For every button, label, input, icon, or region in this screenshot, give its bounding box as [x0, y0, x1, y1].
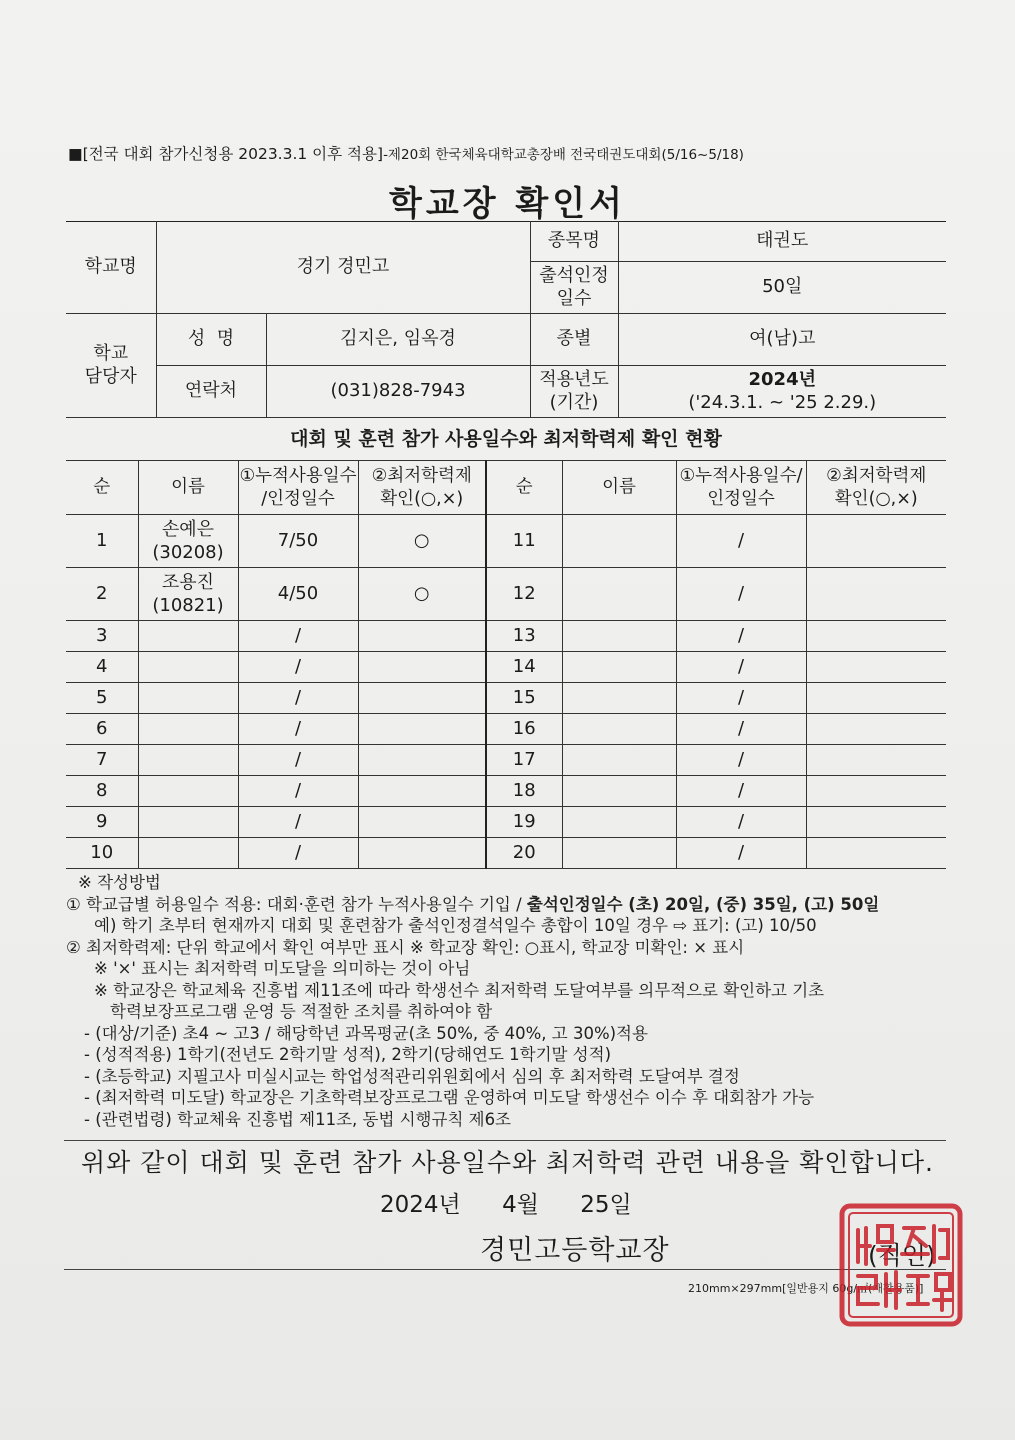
- note-1: [66, 894, 951, 916]
- table-row: [66, 807, 946, 838]
- row-check-right: [806, 683, 946, 714]
- row-days-left: /: [238, 745, 358, 776]
- table-row: [66, 714, 946, 745]
- school-info-table: [66, 221, 946, 418]
- row-check-left: ○: [358, 515, 486, 568]
- row-check-left: [358, 621, 486, 652]
- row-no-left: 2: [66, 568, 138, 621]
- table-row: [66, 515, 946, 568]
- row-days-right: /: [676, 683, 806, 714]
- header-name-right: 이름: [562, 461, 676, 515]
- note-2-b2: 학력보장프로그램 운영 등 적절한 조치를 취하여야 함: [110, 1002, 493, 1021]
- table-row: [66, 652, 946, 683]
- table-row: [66, 776, 946, 807]
- sport-value: 태권도: [618, 222, 946, 262]
- name-label: 성 명: [156, 314, 266, 366]
- row-days-right: /: [676, 714, 806, 745]
- contact-group-label: 학교 담당자: [66, 314, 156, 418]
- row-name-left: 조용진 (10821): [138, 568, 238, 621]
- divider: [64, 1140, 946, 1141]
- row-days-right: /: [676, 838, 806, 869]
- row-name-right: [562, 683, 676, 714]
- header-check-left: ②최저학력제 확인(○,×): [358, 461, 486, 515]
- sport-label: 종목명: [530, 222, 618, 262]
- table-row: [66, 838, 946, 869]
- phone-label: 연락처: [156, 366, 266, 418]
- row-name-right: [562, 621, 676, 652]
- instructions: [66, 872, 951, 1130]
- period-value: ('24.3.1. ~ '25 2.29.): [688, 391, 877, 413]
- issue-date: [380, 1186, 666, 1219]
- row-no-left: 6: [66, 714, 138, 745]
- header-check-right: ②최저학력제 확인(○,×): [806, 461, 946, 515]
- note-1-bold: 출석인정일수 (초) 20일, (중) 35일, (고) 50일: [526, 894, 880, 914]
- header-name-left: 이름: [138, 461, 238, 515]
- row-days-left: /: [238, 776, 358, 807]
- note-2-b1: ※ 학교장은 학교체육 진흥법 제11조에 따라 학생선수 최저학력 도달여부를 의무적으로 확인하고 기초: [94, 980, 825, 1000]
- row-name-left: [138, 621, 238, 652]
- row-no-right: 20: [486, 838, 562, 869]
- row-name-left: [138, 745, 238, 776]
- row-no-left: 3: [66, 621, 138, 652]
- row-name-left: [138, 714, 238, 745]
- row-no-left: 9: [66, 807, 138, 838]
- seal-glyphs: [858, 1226, 952, 1310]
- row-check-right: [806, 745, 946, 776]
- row-no-right: 14: [486, 652, 562, 683]
- principal-title: 경민고등학교장: [480, 1235, 670, 1266]
- row-name-right: [562, 838, 676, 869]
- gender-label: 종별: [530, 314, 618, 366]
- roster-table: [66, 460, 946, 869]
- row-no-right: 17: [486, 745, 562, 776]
- header-days-right: ①누적사용일수/ 인정일수: [676, 461, 806, 515]
- form-category: ■[전국 대회 참가신청용 2023.3.1 이후 적용]: [68, 145, 384, 163]
- official-seal: [836, 1200, 966, 1330]
- row-days-left: /: [238, 652, 358, 683]
- row-check-right: [806, 515, 946, 568]
- row-no-left: 10: [66, 838, 138, 869]
- row-check-left: [358, 652, 486, 683]
- detail-5: - (관련법령) 학교체육 진흥법 제11조, 동법 시행규칙 제6조: [84, 1109, 511, 1129]
- row-name-left: [138, 776, 238, 807]
- row-days-right: /: [676, 568, 806, 621]
- row-name-right: [562, 745, 676, 776]
- row-check-right: [806, 807, 946, 838]
- row-no-right: 13: [486, 621, 562, 652]
- row-check-left: [358, 714, 486, 745]
- table-row: [66, 621, 946, 652]
- row-days-left: /: [238, 714, 358, 745]
- row-name-left: [138, 807, 238, 838]
- phone-value: (031)828-7943: [266, 366, 530, 418]
- row-name-right: [562, 515, 676, 568]
- row-name-left: [138, 838, 238, 869]
- note-2: ② 최저학력제: 단위 학교에서 확인 여부만 표시 ※ 학교장 확인: ○표시, 학교장 미확인: × 표시: [66, 937, 745, 957]
- row-check-left: [358, 776, 486, 807]
- row-no-right: 19: [486, 807, 562, 838]
- name-value: 김지은, 임옥경: [266, 314, 530, 366]
- row-no-left: 4: [66, 652, 138, 683]
- seal-label: (직인): [868, 1241, 936, 1270]
- date-day: 25일: [580, 1192, 632, 1218]
- event-name: -제20회 한국체육대학교총장배 전국태권도대회(5/16~5/18): [383, 147, 744, 163]
- note-1-text: ① 학교급별 허용일수 적용: 대회·훈련 참가 누적사용일수 기입 /: [66, 894, 527, 914]
- row-days-right: /: [676, 745, 806, 776]
- header-no-right: 순: [486, 461, 562, 515]
- detail-4: - (최저학력 미도달) 학교장은 기초학력보장프로그램 운영하여 미도달 학생선수 이수 후 대회참가 가능: [84, 1088, 815, 1107]
- row-days-left: 4/50: [238, 568, 358, 621]
- row-check-right: [806, 652, 946, 683]
- gender-value: 여(남)고: [618, 314, 946, 366]
- detail-1: - (대상/기준) 초4 ~ 고3 / 해당학년 과목평균(초 50%, 중 40%, 고 30%)적용: [84, 1023, 648, 1043]
- row-days-right: /: [676, 515, 806, 568]
- row-no-right: 15: [486, 683, 562, 714]
- row-check-left: [358, 807, 486, 838]
- row-name-right: [562, 807, 676, 838]
- section-title: 대회 및 훈련 참가 사용일수와 최저학력제 확인 현황: [66, 417, 946, 461]
- row-check-left: [358, 838, 486, 869]
- row-no-right: 12: [486, 568, 562, 621]
- school-label: 학교명: [66, 222, 156, 314]
- row-days-left: 7/50: [238, 515, 358, 568]
- footer-divider: [64, 1269, 946, 1270]
- row-check-right: [806, 714, 946, 745]
- row-check-left: [358, 745, 486, 776]
- row-no-left: 5: [66, 683, 138, 714]
- row-days-left: /: [238, 807, 358, 838]
- row-check-right: [806, 776, 946, 807]
- note-1-example: 예) 학기 초부터 현재까지 대회 및 훈련참가 출석인정결석일수 총합이 10일 경우 ⇨ 표기: (고) 10/50: [94, 916, 817, 935]
- row-days-right: /: [676, 621, 806, 652]
- confirmation-statement: 위와 같이 대회 및 훈련 참가 사용일수와 최저학력 관련 내용을 확인합니다.: [81, 1148, 934, 1177]
- row-days-left: /: [238, 838, 358, 869]
- row-check-right: [806, 568, 946, 621]
- year-label: 적용년도 (기간): [530, 366, 618, 418]
- row-name-left: 손예은 (30208): [138, 515, 238, 568]
- table-row: [66, 568, 946, 621]
- row-check-right: [806, 621, 946, 652]
- row-check-right: [806, 838, 946, 869]
- row-no-right: 18: [486, 776, 562, 807]
- row-days-left: /: [238, 621, 358, 652]
- row-name-left: [138, 683, 238, 714]
- row-name-right: [562, 714, 676, 745]
- year-value: 2024년: [748, 369, 816, 390]
- row-check-left: ○: [358, 568, 486, 621]
- row-name-left: [138, 652, 238, 683]
- row-days-right: /: [676, 807, 806, 838]
- row-days-left: /: [238, 683, 358, 714]
- row-no-left: 1: [66, 515, 138, 568]
- note-2-a: ※ '×' 표시는 최저학력 미도달을 의미하는 것이 아님: [94, 959, 471, 978]
- table-row: [66, 683, 946, 714]
- header-no-left: 순: [66, 461, 138, 515]
- date-year: 2024년: [380, 1192, 461, 1218]
- row-days-right: /: [676, 652, 806, 683]
- roster-body: [66, 515, 946, 869]
- school-value: 경기 경민고: [156, 222, 530, 314]
- attendance-label: 출석인정 일수: [530, 262, 618, 314]
- row-check-left: [358, 683, 486, 714]
- document-title: 학교장 확인서: [389, 184, 626, 224]
- detail-2: - (성적적용) 1학기(전년도 2학기말 성적), 2학기(당해연도 1학기말 성적): [84, 1045, 612, 1064]
- row-no-right: 16: [486, 714, 562, 745]
- notes-heading: ※ 작성방법: [78, 873, 161, 892]
- row-days-right: /: [676, 776, 806, 807]
- detail-3: - (초등학교) 지필고사 미실시교는 학업성적관리위원회에서 심의 후 최저학력 도달여부 결정: [84, 1066, 740, 1086]
- attendance-value: 50일: [618, 262, 946, 314]
- header-days-left: ①누적사용일수 /인정일수: [238, 461, 358, 515]
- row-name-right: [562, 568, 676, 621]
- row-no-left: 8: [66, 776, 138, 807]
- table-row: [66, 745, 946, 776]
- row-no-left: 7: [66, 745, 138, 776]
- row-name-right: [562, 776, 676, 807]
- paper-spec: 210mm×297mm[일반용지 60g/㎡(재활용품)]: [688, 1282, 924, 1295]
- date-month: 4월: [502, 1192, 539, 1218]
- form-header: [68, 142, 948, 164]
- year-cell: [618, 366, 946, 418]
- row-name-right: [562, 652, 676, 683]
- row-no-right: 11: [486, 515, 562, 568]
